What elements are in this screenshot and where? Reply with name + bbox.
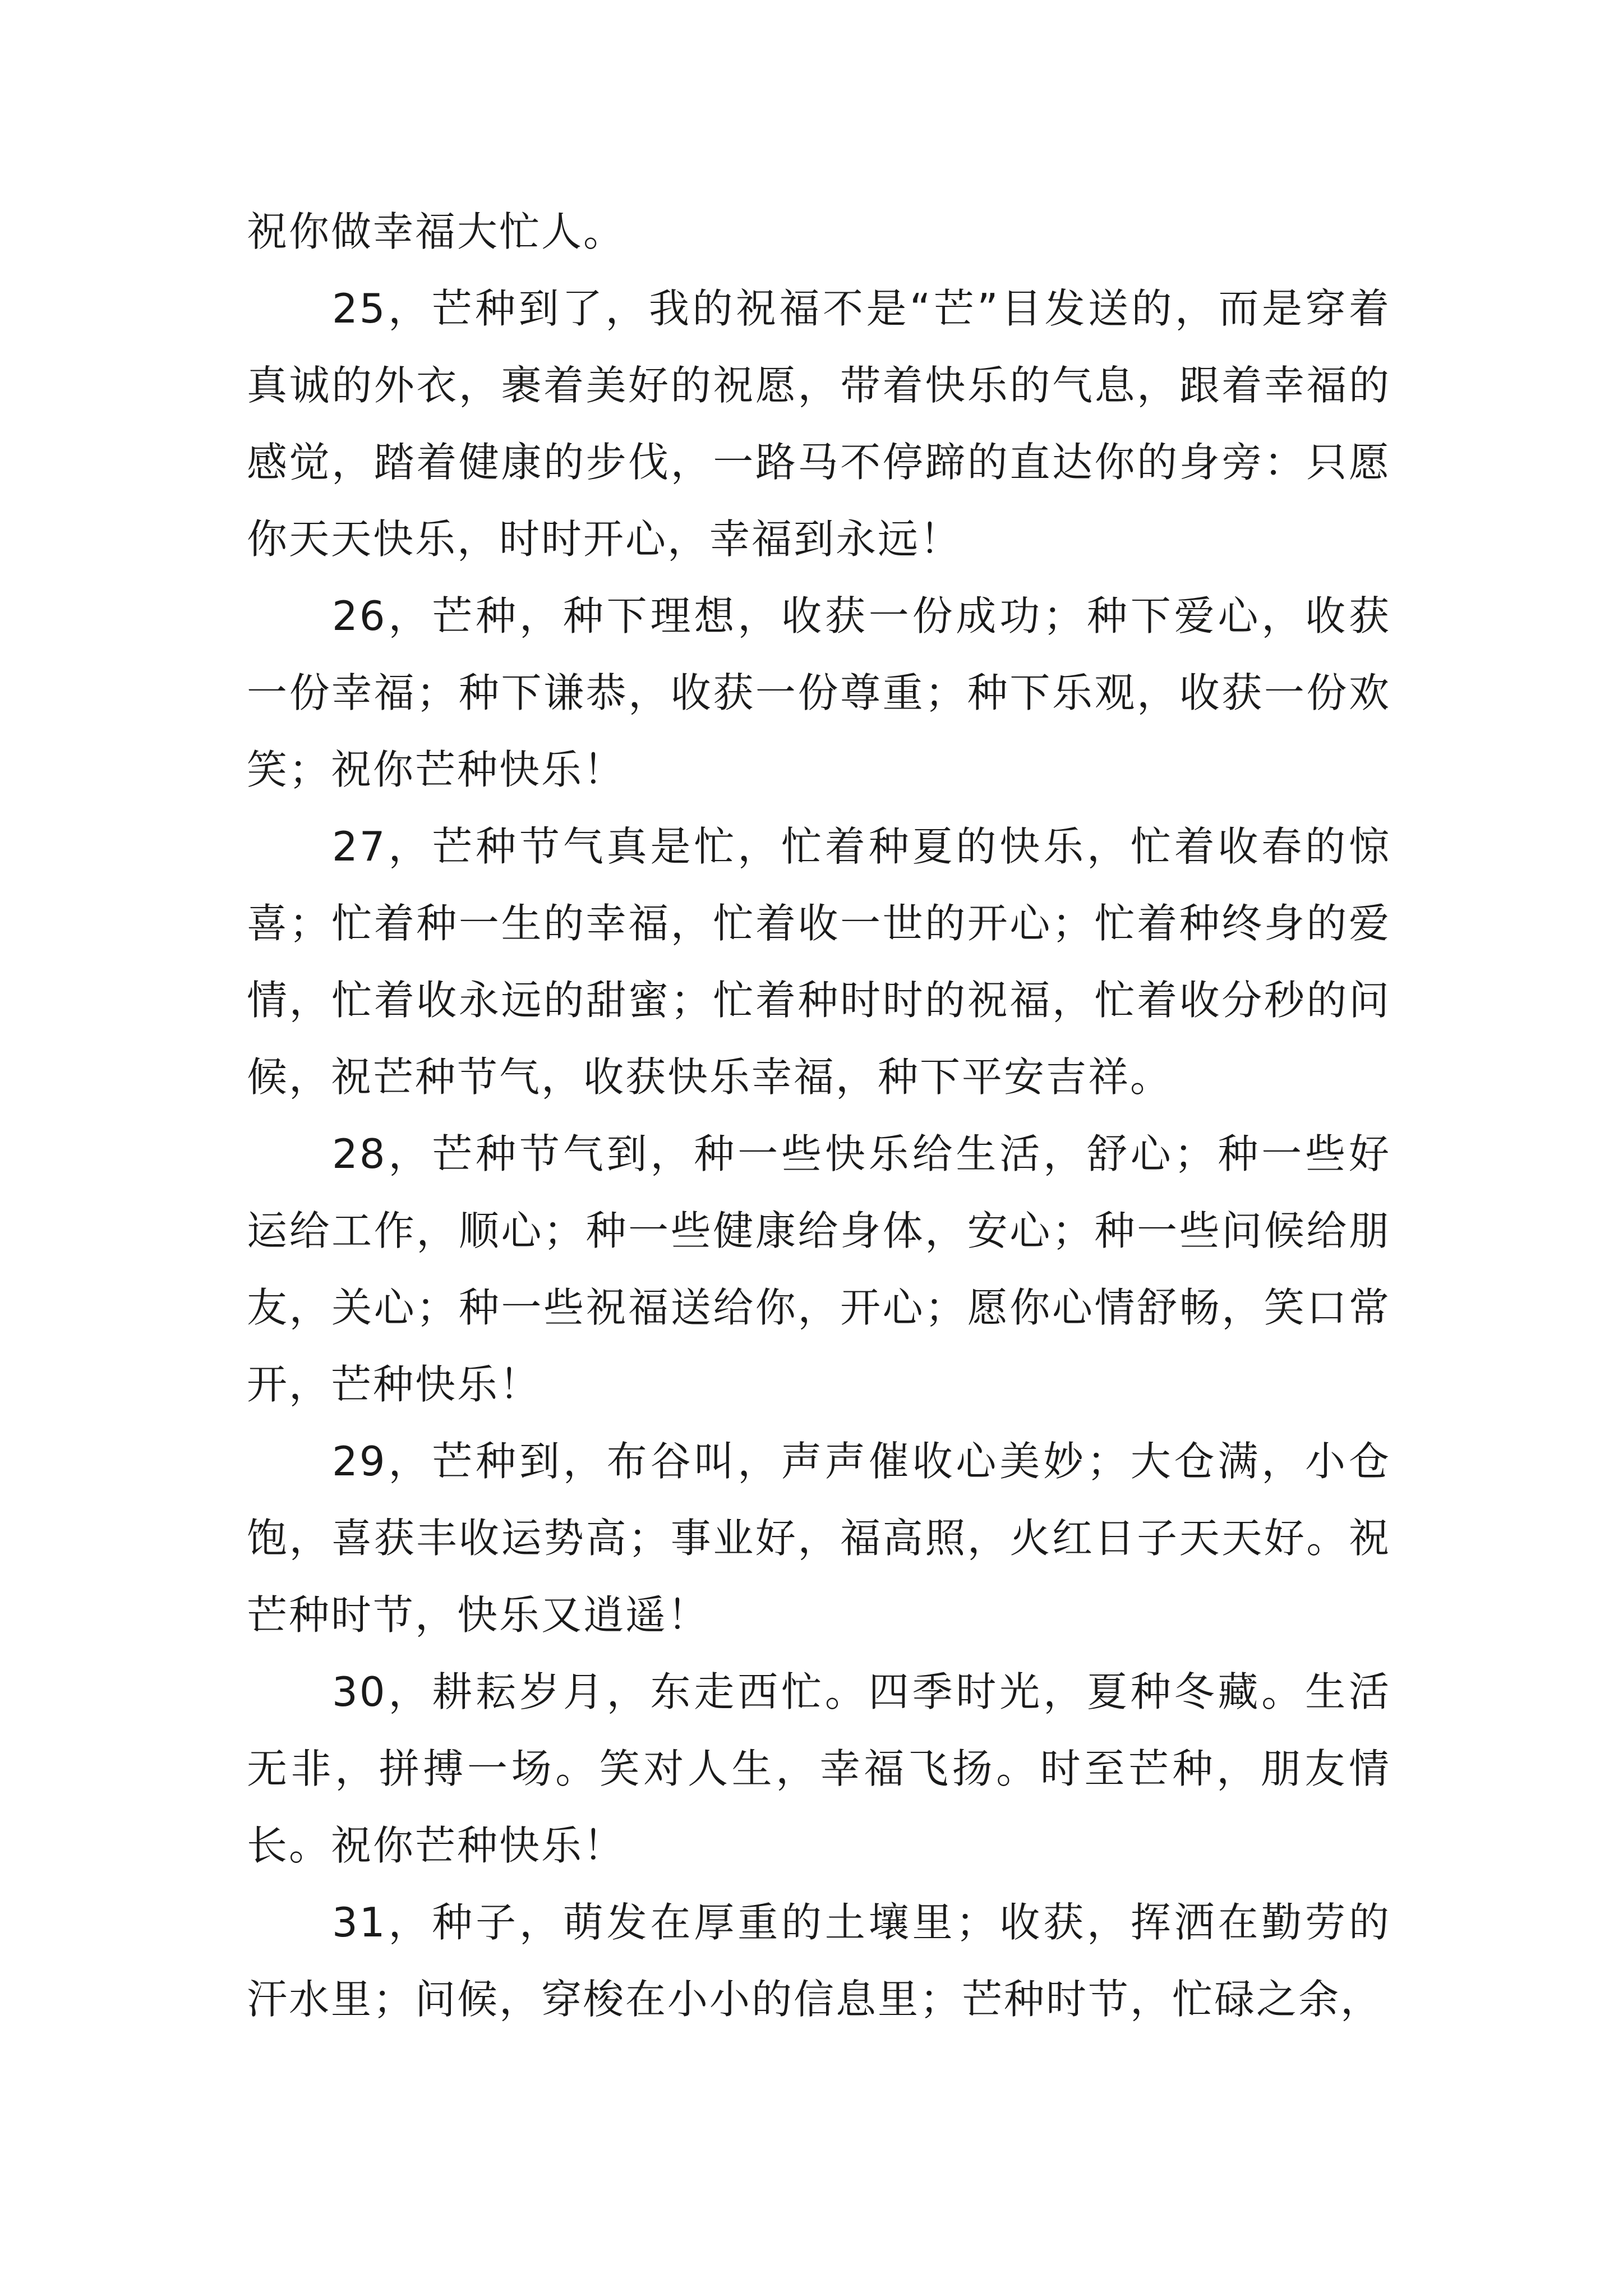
paragraph-30: 30，耕耘岁月，东走西忙。四季时光，夏种冬藏。生活无非，拼搏一场。笑对人生，幸福飞扬。时至芒种，朋友情长。祝你芒种快乐！	[247, 1668, 1391, 1869]
paragraph-31: 31，种子，萌发在厚重的土壤里；收获，挥洒在勤劳的汗水里；问候，穿梭在小小的信息里；芒种时节，忙碌之余，	[247, 1899, 1391, 2023]
paragraph-25: 25，芒种到了，我的祝福不是“芒”目发送的，而是穿着真诚的外衣，裹着美好的祝愿，带着快乐的气息，跟着幸福的感觉，踏着健康的步伐，一路马不停蹄的直达你的身旁：只愿你天天快乐，时时开心，幸福到永远！	[247, 285, 1391, 563]
paragraph-28: 28，芒种节气到，种一些快乐给生活，舒心；种一些好运给工作，顺心；种一些健康给身体，安心；种一些问候给朋友，关心；种一些祝福送给你，开心；愿你心情舒畅，笑口常开，芒种快乐！	[247, 1130, 1391, 1408]
paragraph-26: 26，芒种，种下理想，收获一份成功；种下爱心，收获一份幸福；种下谦恭，收获一份尊重；种下乐观，收获一份欢笑；祝你芒种快乐！	[247, 592, 1391, 793]
paragraph-27: 27，芒种节气真是忙，忙着种夏的快乐，忙着收春的惊喜；忙着种一生的幸福，忙着收一世的开心；忙着种终身的爱情，忙着收永远的甜蜜；忙着种时时的祝福，忙着收分秒的问候，祝芒种节气，收获快乐幸福，种下平安吉祥。	[247, 823, 1391, 1101]
document-body	[247, 194, 1391, 2038]
paragraph-29: 29，芒种到，布谷叫，声声催收心美妙；大仓满，小仓饱，喜获丰收运势高；事业好，福高照，火红日子天天好。祝芒种时节，快乐又逍遥！	[247, 1438, 1391, 1639]
paragraph-continuation: 祝你做幸福大忙人。	[247, 208, 626, 255]
